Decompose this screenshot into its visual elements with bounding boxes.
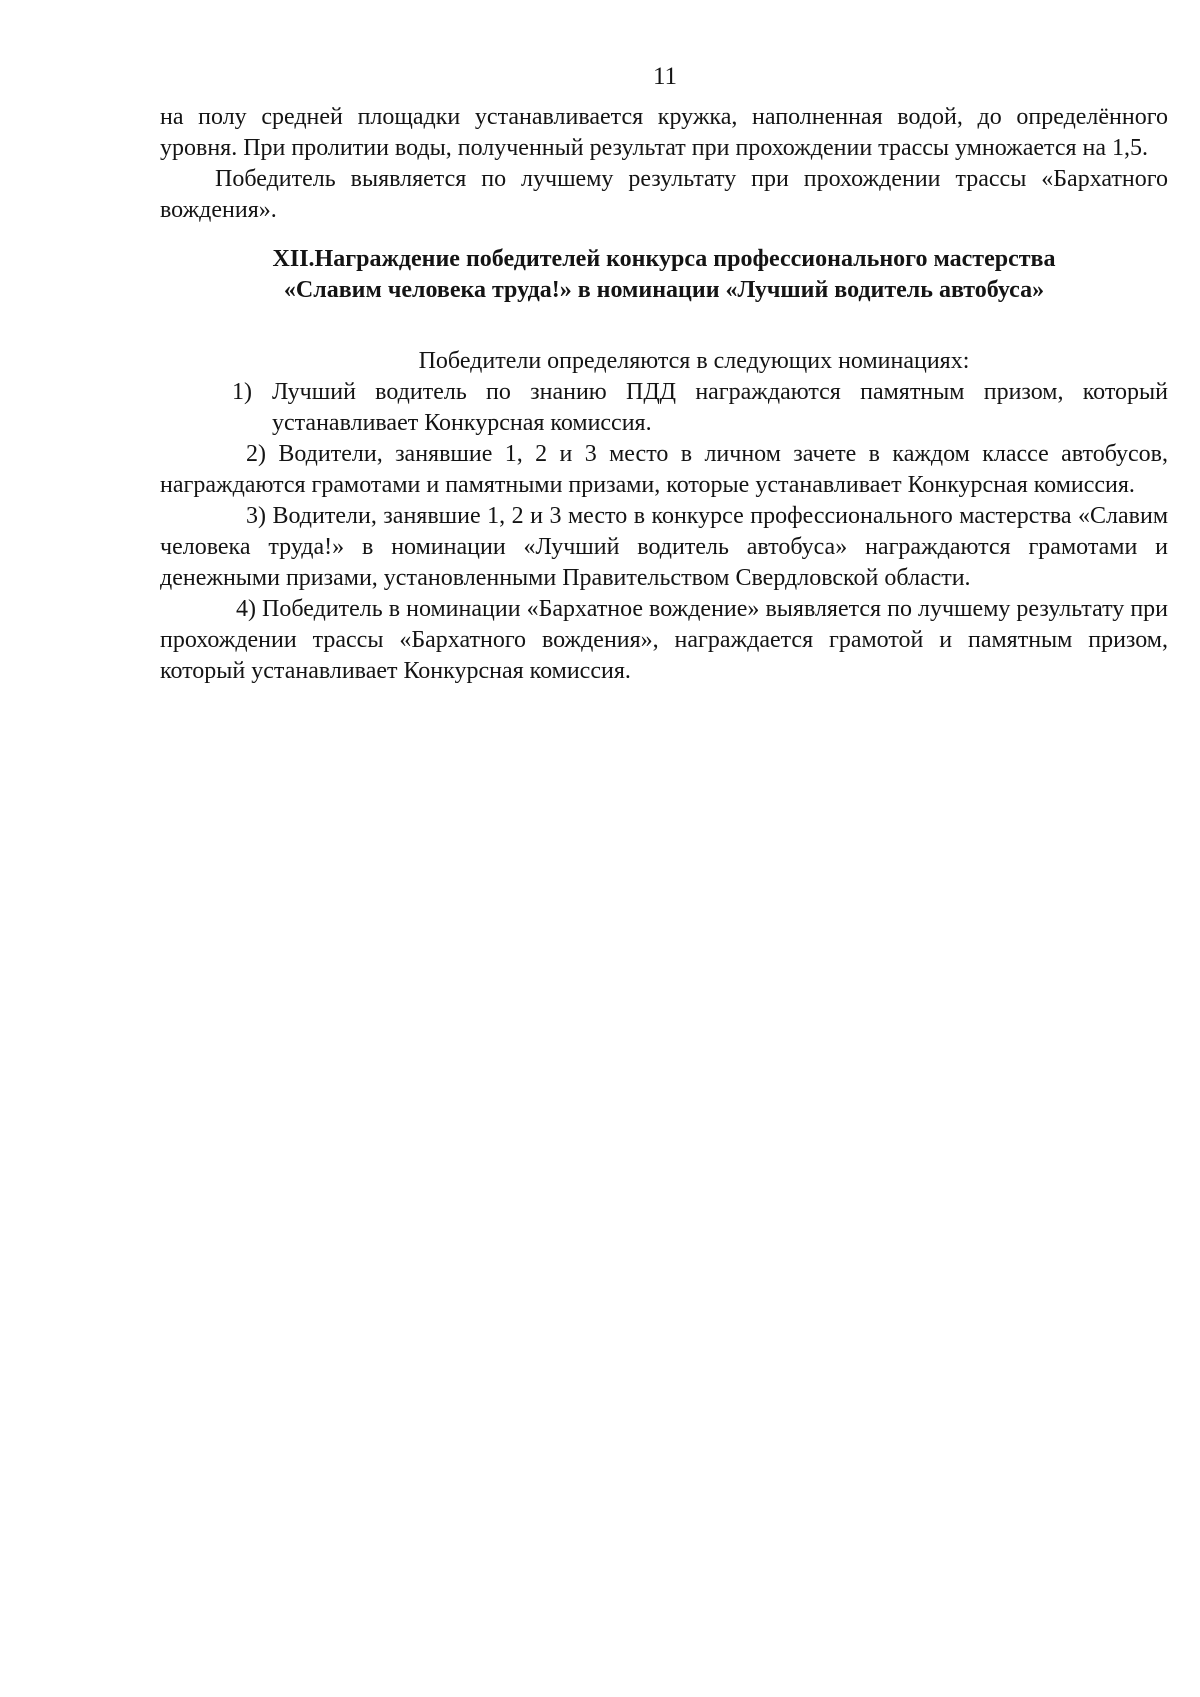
list-item-2: 2) Водители, занявшие 1, 2 и 3 место в личном зачете в каждом классе автобусов, награждаются грамотами и памятными призами, которые устанавливает Конкурсная комиссия.: [160, 441, 1168, 498]
list-item-1-number: 1): [232, 379, 252, 405]
page-number: 11: [652, 63, 678, 90]
list-item-1: [160, 377, 1168, 439]
paragraph-winner-rule: Победитель выявляется по лучшему результату при прохождении трассы «Бархатного вождения».: [160, 166, 1168, 223]
section-heading-line1: XII.Награждение победителей конкурса профессионального мастерства: [272, 246, 1056, 272]
document-body: [160, 102, 1168, 687]
nominations-intro: Победители определяются в следующих номинациях:: [418, 348, 970, 374]
list-item-1-text: Лучший водитель по знанию ПДД награждаются памятным призом, который устанавливает Конкурсная комиссия.: [272, 379, 1168, 436]
list-item-3: 3) Водители, занявшие 1, 2 и 3 место в конкурсе профессионального мастерства «Славим человека труда!» в номинации «Лучший водитель автобуса» награждаются грамотами и денежными призами, установленными Правительством Свердловской области.: [160, 503, 1168, 591]
list-item-4: 4) Победитель в номинации «Бархатное вождение» выявляется по лучшему результату при прохождении трассы «Бархатного вождения», награждается грамотой и памятным призом, который устанавливает Конкурсная комиссия.: [160, 596, 1168, 684]
section-heading-line2: «Славим человека труда!» в номинации «Лучший водитель автобуса»: [283, 277, 1045, 303]
section-heading: [160, 244, 1168, 306]
paragraph-water-rule: на полу средней площадки устанавливается кружка, наполненная водой, до определённого уровня. При пролитии воды, полученный результат при прохождении трассы умножается на 1,5.: [160, 104, 1168, 161]
